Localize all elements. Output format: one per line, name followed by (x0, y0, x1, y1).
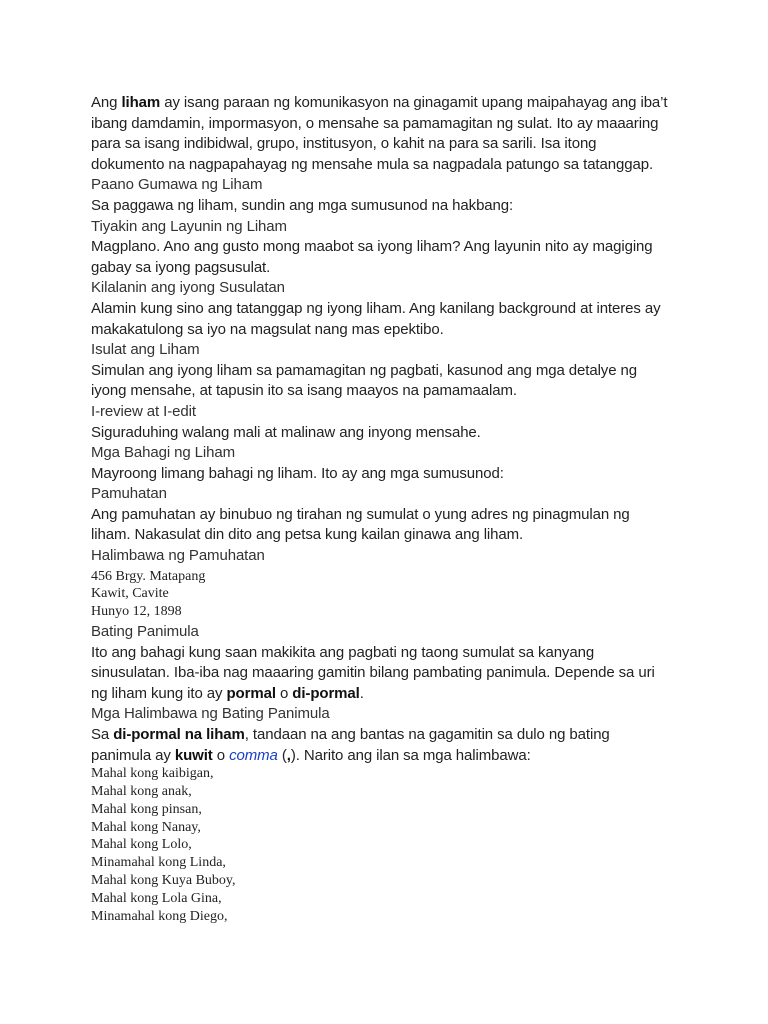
step2-line-1: Alamin kung sino ang tatanggap ng iyong liham. Ang kanilang background at interes ay (91, 299, 661, 317)
bold-term-kuwit: kuwit (174, 746, 213, 764)
step3-line-2: iyong mensahe, at tapusin ito sa isang maayos na pamamaalam. (91, 382, 517, 400)
greeting-item: Minamahal kong Linda, (91, 855, 226, 871)
examples-heading-bating: Mga Halimbawa ng Bating Panimula (91, 705, 330, 723)
step4-line-1: Siguraduhing walang mali at malinaw ang inyong mensahe. (91, 423, 481, 441)
address-line: Kawit, Cavite (91, 586, 169, 602)
greeting-item: Mahal kong Lolo, (91, 837, 192, 853)
pamuhatan-example (91, 568, 691, 621)
pamuhatan-line-1: Ang pamuhatan ay binubuo ng tirahan ng sumulat o yung adres ng pinagmulan ng (91, 505, 630, 523)
bating-paragraph-line-1: Sa di-pormal na liham, tandaan na ang bantas na gagamitin sa dulo ng bating (91, 726, 610, 744)
step1-line-1: Magplano. Ano ang gusto mong maabot sa iyong liham? Ang layunin nito ay magiging (91, 238, 653, 256)
bold-term-liham: liham (121, 94, 161, 111)
paano-text: Sa paggawa ng liham, sundin ang mga sumusunod na hakbang: (91, 196, 514, 214)
step-heading-isulat: Isulat ang Liham (91, 341, 200, 359)
bold-term-di-pormal: di-pormal (292, 684, 360, 702)
date-line: Hunyo 12, 1898 (91, 604, 182, 620)
bating-paragraph-line-2: panimula ay kuwit o comma (,). Narito ang ilan sa mga halimbawa: (91, 746, 531, 764)
bahagi-line-1: Mayroong limang bahagi ng liham. Ito ay ang mga sumusunod: (91, 464, 504, 482)
intro-paragraph (91, 93, 691, 175)
step-heading-review: I-review at I-edit (91, 402, 196, 420)
step3-line-1: Simulan ang iyong liham sa pamamagitan ng pagbati, kasunod ang mga detalye ng (91, 361, 637, 379)
comma-symbol: , (286, 746, 291, 764)
intro-line-1: Ang liham ay isang paraan ng komunikasyon na ginagamit upang maipahayag ang iba’t (91, 94, 668, 111)
greeting-item: Mahal kong anak, (91, 784, 192, 799)
address-line: 456 Brgy. Matapang (91, 568, 206, 584)
section-heading-paano: Paano Gumawa ng Liham (91, 176, 263, 194)
section-heading-pamuhatan: Pamuhatan (91, 485, 167, 503)
pamuhatan-line-2: liham. Nakasulat din dito ang petsa kung kailan ginawa ang liham. (91, 526, 524, 544)
bold-term-di-pormal-na-liham: di-pormal na liham (113, 726, 245, 744)
greeting-item: Mahal kong pinsan, (91, 801, 202, 817)
comma-link[interactable]: comma (229, 746, 278, 764)
bating-line-1: Ito ang bahagi kung saan makikita ang pagbati ng taong sumulat sa kanyang (91, 643, 595, 661)
intro-line-2: ibang damdamin, impormasyon, o mensahe sa pamamagitan ng sulat. Ito ay maaaring (91, 114, 659, 132)
greeting-item: Mahal kong Nanay, (91, 819, 201, 835)
example-heading-pamuhatan: Halimbawa ng Pamuhatan (91, 547, 265, 565)
greeting-item: Mahal kong Lola Gina, (91, 890, 222, 906)
bating-line-3: ng liham kung ito ay pormal o di-pormal. (91, 684, 364, 702)
greetings-list (91, 765, 691, 925)
intro-line-4: dokumento na nagpapahayag ng mensahe mula sa nagpadala patungo sa tatanggap. (91, 155, 654, 173)
greeting-item: Mahal kong Kuya Buboy, (91, 872, 236, 888)
document-body (91, 93, 691, 925)
step-heading-layunin: Tiyakin ang Layunin ng Liham (91, 217, 287, 235)
bating-line-2: sinusulatan. Iba-iba nag maaaring gamitin bilang pambating panimula. Depende sa uri (91, 664, 655, 682)
greeting-item: Mahal kong kaibigan, (91, 766, 214, 782)
greeting-item: Minamahal kong Diego, (91, 908, 228, 924)
section-heading-bating: Bating Panimula (91, 623, 199, 641)
intro-line-3: para sa isang indibidwal, grupo, institusyon, o kahit na para sa sarili. Isa itong (91, 135, 597, 153)
bold-term-pormal: pormal (226, 684, 276, 702)
step2-line-2: makakatulong sa iyo na magsulat nang mas epektibo. (91, 320, 444, 338)
step1-line-2: gabay sa iyong pagsusulat. (91, 258, 271, 276)
section-heading-bahagi: Mga Bahagi ng Liham (91, 444, 236, 462)
step-heading-susulatan: Kilalanin ang iyong Susulatan (91, 279, 285, 297)
